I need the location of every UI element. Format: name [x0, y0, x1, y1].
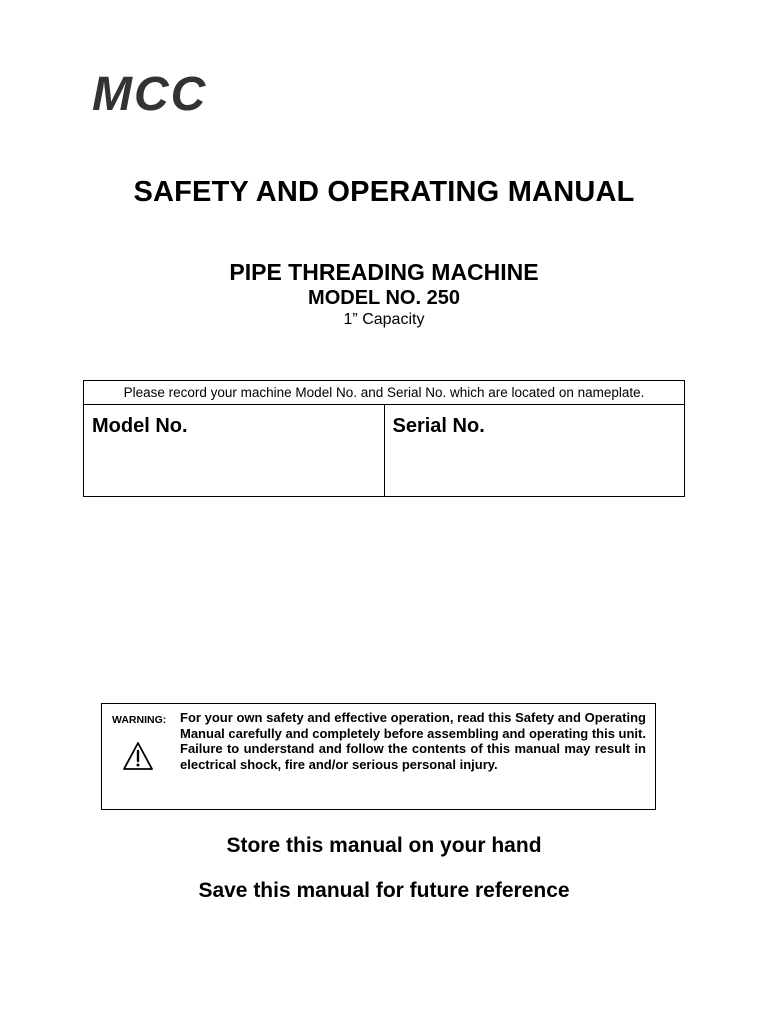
record-table: [83, 380, 685, 497]
warning-text: For your own safety and effective operation, read this Safety and Operating Manual carefully and completely before assembling and operating this unit. Failure to understand and follow the contents of this manual may result in electrical shock, fire and/or serious personal injury.: [180, 710, 646, 772]
save-manual-note: Save this manual for future reference: [198, 879, 570, 902]
warning-label: WARNING:: [112, 714, 167, 726]
model-no-field: Model No.: [84, 405, 385, 497]
mcc-logo-text: MCC: [92, 72, 208, 116]
record-row: [84, 405, 684, 497]
warning-box: [101, 703, 656, 810]
mcc-logo: [92, 72, 252, 116]
product-name: PIPE THREADING MACHINE: [229, 259, 539, 285]
model-number: MODEL NO. 250: [308, 287, 460, 309]
store-manual-note: Store this manual on your hand: [226, 834, 542, 857]
serial-no-field: Serial No.: [392, 415, 485, 437]
capacity-text: 1” Capacity: [343, 311, 425, 328]
record-note: Please record your machine Model No. and Serial No. which are located on nameplate.: [84, 381, 684, 405]
page-title: SAFETY AND OPERATING MANUAL: [133, 176, 635, 208]
product-block: [0, 258, 768, 330]
warning-triangle-icon: [122, 740, 154, 772]
